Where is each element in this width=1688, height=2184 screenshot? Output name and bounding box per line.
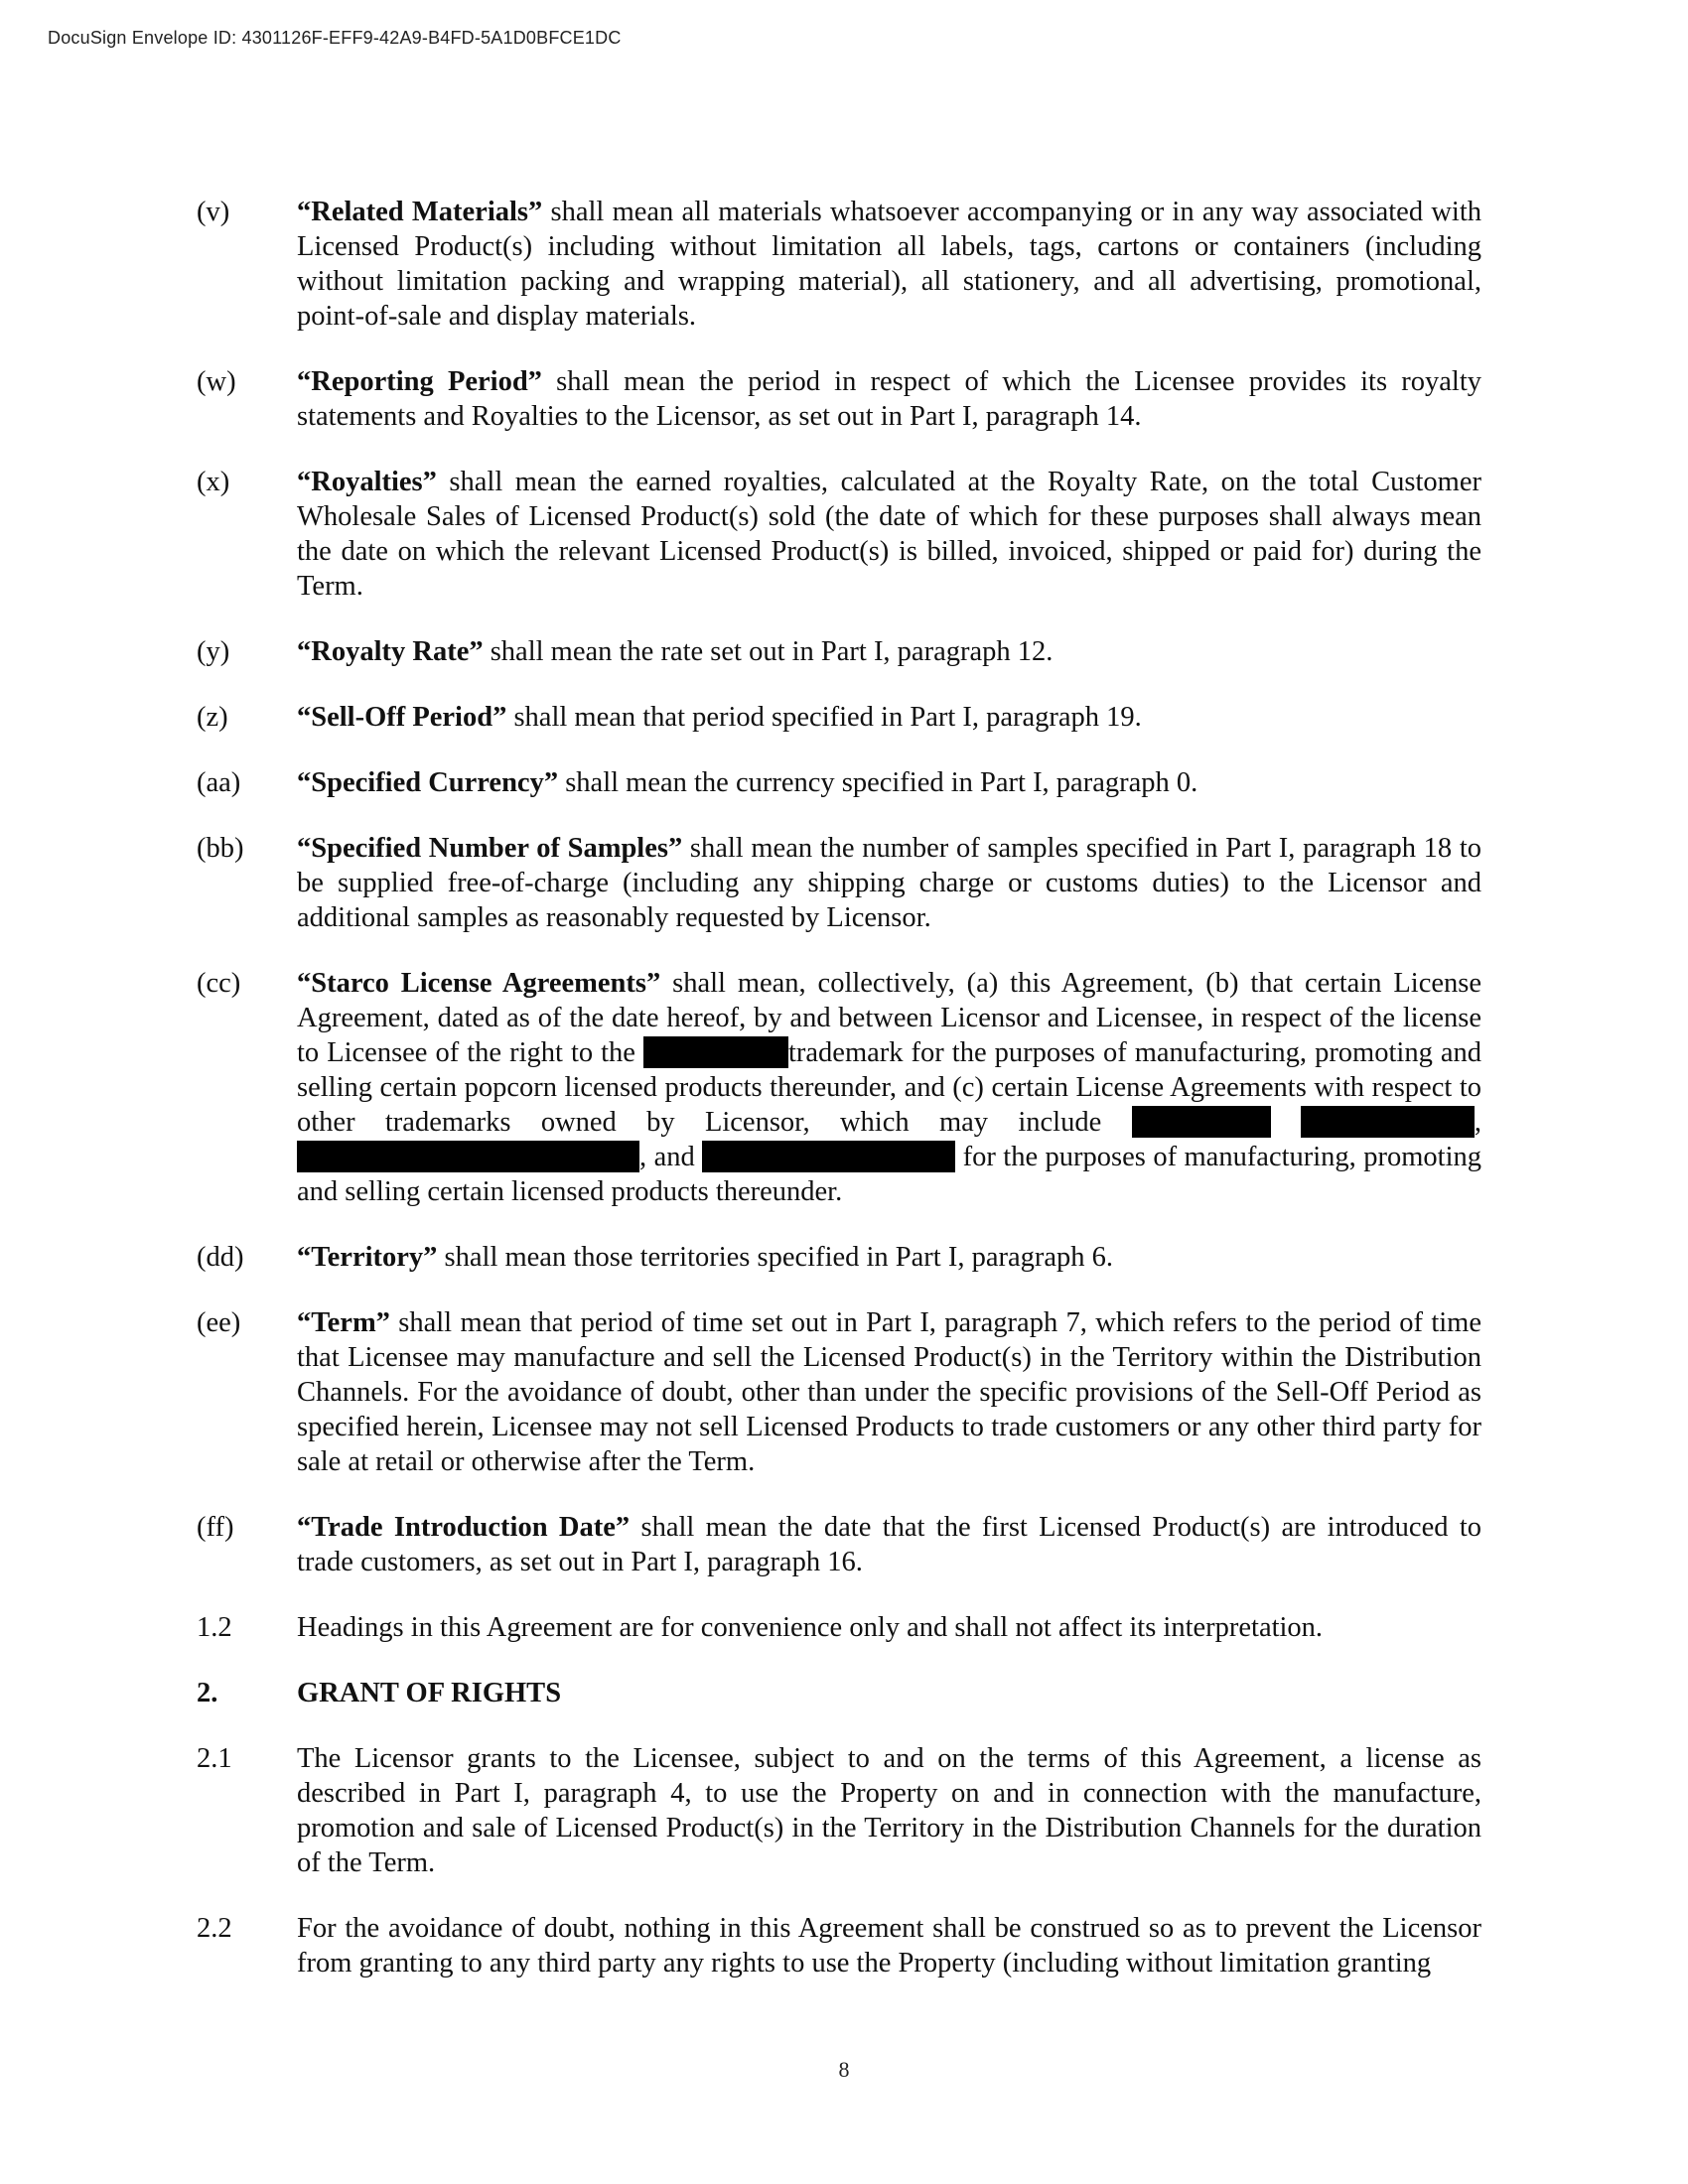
defined-term: “Starco License Agreements” [297, 968, 661, 999]
definition-related-materials [197, 195, 1481, 334]
definition-text: shall mean that period of time set out in Part I, paragraph 7, which refers to the period of time that Licensee may manufacture and sell the Licensed Product(s) in the Territory within the Distribution Channels. For the avoidance of doubt, other than under the specific provisions of the Sell-Off Period as specified herein, Licensee may not sell Licensed Products to trade customers or any other third party for sale at retail or otherwise after the Term. [297, 1307, 1481, 1477]
item-number: (dd) [197, 1242, 244, 1273]
redaction-block [1132, 1106, 1271, 1138]
clause-number: 1.2 [197, 1612, 232, 1643]
clause-text: The Licensor grants to the Licensee, subject to and on the terms of this Agreement, a license as described in Part I, paragraph 4, to use the Property on and in connection with the manufacture, promotion and sale of Licensed Product(s) in the Territory in the Distribution Channels for the duration of the Term. [297, 1743, 1481, 1878]
definition-text: shall mean the earned royalties, calculated at the Royalty Rate, on the total Customer Wholesale Sales of Licensed Product(s) sold (the date of which for these purposes shall always mean the date on which the relevant Licensed Product(s) is billed, invoiced, shipped or paid for) during the Term. [297, 467, 1481, 602]
definition-specified-number-of-samples [197, 831, 1481, 935]
item-number: (ff) [197, 1512, 234, 1543]
item-number: (y) [197, 636, 230, 667]
clause-number: 2.1 [197, 1743, 232, 1774]
section-heading [197, 1676, 1481, 1710]
clause-2-2 [197, 1911, 1481, 1980]
definition-text: shall mean, collectively, (a) this Agreement, (b) that certain License Agreement, dated as of the date hereof, by and between Licensor and Licensee, in respect of the license to Licensee of the right to the [297, 968, 1481, 1068]
definition-text: shall mean the currency specified in Part I, paragraph 0. [558, 767, 1198, 798]
item-number: (x) [197, 467, 230, 497]
definition-specified-currency [197, 765, 1481, 800]
item-number: (w) [197, 366, 236, 397]
defined-term: “Trade Introduction Date” [297, 1512, 631, 1543]
item-number: (bb) [197, 833, 244, 864]
item-number: (aa) [197, 767, 241, 798]
definition-reporting-period [197, 364, 1481, 434]
clause-2-1 [197, 1741, 1481, 1880]
definition-text: shall mean the rate set out in Part I, paragraph 12. [483, 636, 1054, 667]
definition-text: , and [639, 1142, 703, 1172]
definition-text: trademark for the purposes of manufacturing, promoting and selling certain popcorn licensed products thereunder, and (c) certain License Agreements with respect to other trademarks owned by Licensor, which may include [297, 1037, 1481, 1138]
definition-text: shall mean that period specified in Part I, paragraph 19. [506, 702, 1142, 733]
defined-term: “Specified Number of Samples” [297, 833, 683, 864]
docusign-envelope-id: DocuSign Envelope ID: 4301126F-EFF9-42A9-B4FD-5A1D0BFCE1DC [48, 28, 622, 48]
section-title: GRANT OF RIGHTS [297, 1678, 562, 1708]
redaction-block [297, 1141, 639, 1172]
definition-text: shall mean the number of samples specified in Part I, paragraph 18 to be supplied free-of-charge (including any shipping charge or customs duties) to the Licensor and additional samples as reasonably requested by Licensor. [297, 833, 1481, 933]
definition-text: shall mean those territories specified in Part I, paragraph 6. [437, 1242, 1114, 1273]
definition-text: for the purposes of manufacturing, promoting and selling certain licensed products thereunder. [297, 1142, 1481, 1207]
document-body [197, 195, 1481, 2011]
definition-text: , [1474, 1107, 1481, 1138]
defined-term: “Related Materials” [297, 197, 543, 227]
definition-sell-off-period [197, 700, 1481, 735]
defined-term: “Royalty Rate” [297, 636, 484, 667]
clause-text: For the avoidance of doubt, nothing in this Agreement shall be construed so as to prevent the Licensor from granting to any third party any rights to use the Property (including without limitation granting [297, 1913, 1481, 1979]
defined-term: “Territory” [297, 1242, 438, 1273]
defined-term: “Specified Currency” [297, 767, 559, 798]
definition-royalties [197, 465, 1481, 604]
definition-text: shall mean the date that the first Licensed Product(s) are introduced to trade customers, as set out in Part I, paragraph 16. [297, 1512, 1481, 1577]
redaction-block [1301, 1106, 1475, 1138]
clause-text: Headings in this Agreement are for convenience only and shall not affect its interpretation. [297, 1612, 1324, 1643]
defined-term: “Reporting Period” [297, 366, 542, 397]
item-number: (ee) [197, 1307, 241, 1338]
page-number: 8 [838, 2057, 850, 2082]
defined-term: “Royalties” [297, 467, 437, 497]
section-number: 2. [197, 1678, 218, 1708]
item-number: (cc) [197, 968, 241, 999]
redaction-block [643, 1036, 788, 1068]
defined-term: “Sell-Off Period” [297, 702, 507, 733]
defined-term: “Term” [297, 1307, 390, 1338]
definition-text: shall mean the period in respect of which the Licensee provides its royalty statements and Royalties to the Licensor, as set out in Part I, paragraph 14. [297, 366, 1481, 432]
definition-royalty-rate [197, 634, 1481, 669]
definition-trade-introduction-date [197, 1510, 1481, 1579]
definition-territory [197, 1240, 1481, 1275]
clause-number: 2.2 [197, 1913, 232, 1944]
definition-term [197, 1305, 1481, 1479]
definition-text: shall mean all materials whatsoever accompanying or in any way associated with Licensed Product(s) including without limitation all labels, tags, cartons or containers (including without limitation packing and wrapping material), all stationery, and all advertising, promotional, point-of-sale and display materials. [297, 197, 1481, 332]
clause-1-2 [197, 1610, 1481, 1645]
item-number: (v) [197, 197, 230, 227]
redaction-block [702, 1141, 955, 1172]
item-number: (z) [197, 702, 228, 733]
definition-starco-license-agreements [197, 966, 1481, 1209]
